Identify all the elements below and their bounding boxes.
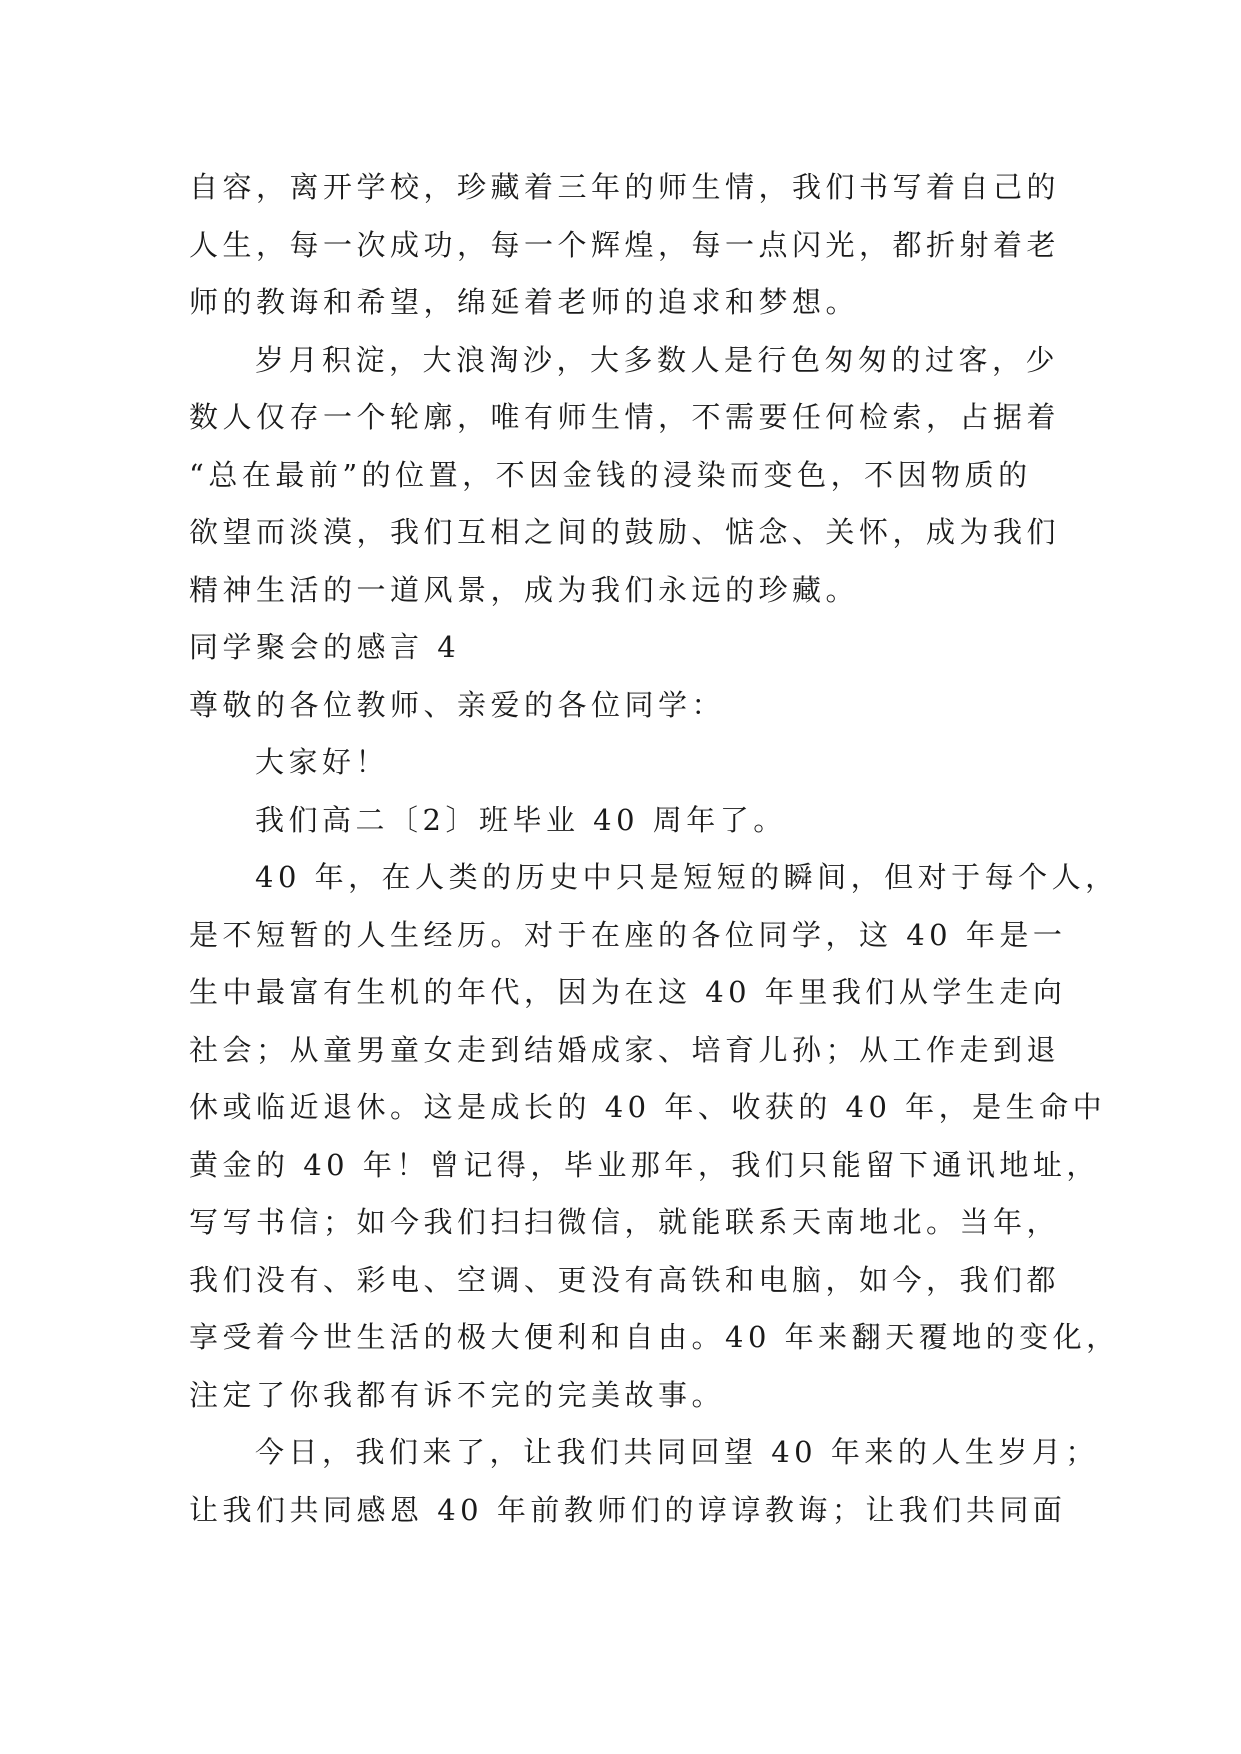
text-line: 社会；从童男童女走到结婚成家、培育儿孙；从工作走到退 — [189, 1032, 1061, 1067]
text-line: “总在最前”的位置，不因金钱的浸染而变色，不因物质的 — [189, 457, 1032, 492]
text-line: 岁月积淀，大浪淘沙，大多数人是行色匆匆的过客，少 — [255, 342, 1060, 377]
text-line: 自容，离开学校，珍藏着三年的师生情，我们书写着自己的 — [189, 170, 1061, 204]
text-line: 今日，我们来了，让我们共同回望 40 年来的人生岁月； — [255, 1435, 1099, 1469]
text-line: 注定了你我都有诉不完的完美故事。 — [189, 1377, 726, 1412]
text-line: 是不短暂的人生经历。对于在座的各位同学，这 40 年是一 — [189, 917, 1067, 952]
text-line: 写写书信；如今我们扫扫微信，就能联系天南地北。当年， — [189, 1205, 1061, 1239]
text-line: 黄金的 40 年！曾记得，毕业那年，我们只能留下通讯地址， — [189, 1147, 1100, 1182]
text-line: 师的教诲和希望，绵延着老师的追求和梦想。 — [189, 285, 860, 319]
text-line: 让我们共同感恩 40 年前教师们的谆谆教诲；让我们共同面 — [189, 1492, 1067, 1527]
text-line: 我们没有、彩电、空调、更没有高铁和电脑，如今，我们都 — [189, 1262, 1061, 1297]
text-line: 欲望而淡漠，我们互相之间的鼓励、惦念、关怀，成为我们 — [189, 515, 1061, 549]
text-line: 生中最富有生机的年代，因为在这 40 年里我们从学生走向 — [189, 975, 1067, 1009]
text-line: 人生，每一次成功，每一个辉煌，每一点闪光，都折射着老 — [189, 227, 1061, 262]
text-line: 休或临近退休。这是成长的 40 年、收获的 40 年，是生命中 — [189, 1090, 1107, 1124]
text-line: 精神生活的一道风景，成为我们永远的珍藏。 — [189, 572, 860, 607]
greeting: 大家好！ — [255, 745, 390, 779]
section-heading: 同学聚会的感言 4 — [189, 630, 461, 664]
text-line: 我们高二〔2〕班毕业 40 周年了。 — [255, 802, 787, 837]
text-line: 40 年，在人类的历史中只是短短的瞬间，但对于每个人， — [255, 860, 1119, 894]
salutation: 尊敬的各位教师、亲爱的各位同学： — [189, 687, 726, 722]
text-line: 数人仅存一个轮廓，唯有师生情，不需要任何检索，占据着 — [189, 400, 1061, 434]
text-line: 享受着今世生活的极大便利和自由。40 年来翻天覆地的变化， — [189, 1320, 1120, 1354]
document-body — [189, 159, 1120, 1539]
